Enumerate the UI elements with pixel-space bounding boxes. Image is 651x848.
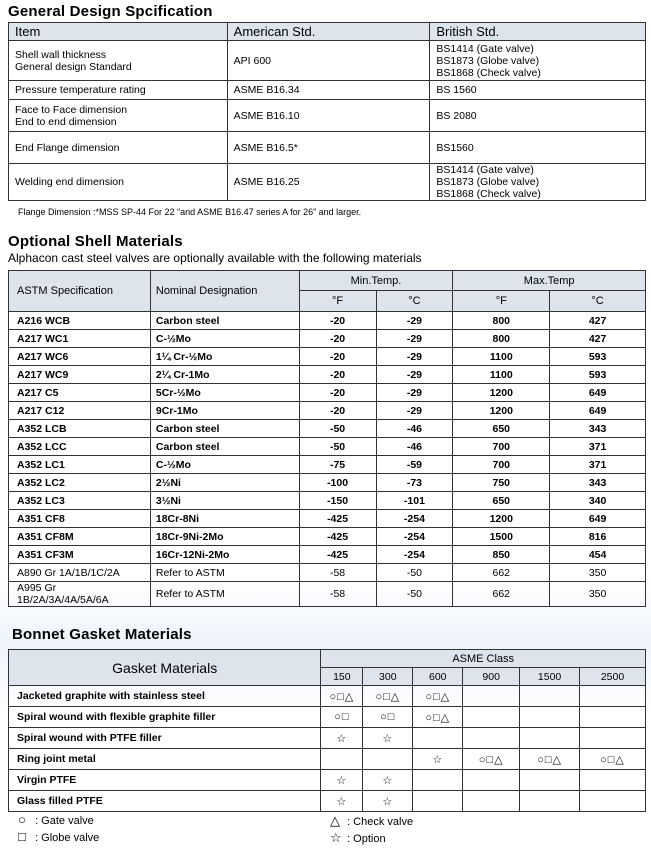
- astm-spec-cell: A352 LC3: [9, 492, 151, 510]
- min-c-cell: -50: [376, 582, 453, 607]
- designation-cell: 16Cr-12Ni-2Mo: [150, 546, 299, 564]
- gasket-symbol-cell: ○□: [321, 707, 363, 728]
- designation-cell: Carbon steel: [150, 438, 299, 456]
- british-cell: BS 1560: [430, 81, 646, 100]
- gasket-symbol-cell: ☆: [321, 791, 363, 812]
- american-cell: ASME B16.34: [227, 81, 430, 100]
- table-row: [9, 438, 646, 456]
- gasket-symbol-cell: [580, 728, 646, 749]
- min-f-cell: -50: [299, 438, 376, 456]
- shell-materials-table: [8, 270, 646, 607]
- astm-spec-cell: A351 CF8M: [9, 528, 151, 546]
- gasket-symbol-cell: [520, 686, 580, 707]
- max-c-cell: 649: [550, 402, 646, 420]
- shell-materials-title: Optional Shell Materials: [8, 233, 183, 250]
- shell-materials-subtitle: Alphacon cast steel valves are optionally available with the following materials: [8, 251, 422, 265]
- table-row: [9, 384, 646, 402]
- header-american: American Std.: [227, 23, 430, 41]
- astm-spec-cell: A351 CF8: [9, 510, 151, 528]
- designation-cell: 18Cr-8Ni: [150, 510, 299, 528]
- max-f-cell: 650: [453, 492, 550, 510]
- table-row: [9, 564, 646, 582]
- gasket-table: [8, 649, 646, 812]
- star-icon: ☆: [330, 830, 342, 845]
- min-c-cell: -29: [376, 402, 453, 420]
- min-c-cell: -50: [376, 564, 453, 582]
- gasket-symbol-cell: [580, 770, 646, 791]
- designation-cell: 2¼ Cr-1Mo: [150, 366, 299, 384]
- min-c-cell: -29: [376, 348, 453, 366]
- header-asme-class: ASME Class: [321, 650, 646, 668]
- gasket-symbol-cell: ○□△: [580, 749, 646, 770]
- table-row: [9, 330, 646, 348]
- min-f-cell: -20: [299, 348, 376, 366]
- designation-cell: Refer to ASTM: [150, 582, 299, 607]
- item-cell: End Flange dimension: [9, 132, 228, 164]
- max-c-cell: 371: [550, 438, 646, 456]
- min-f-cell: -425: [299, 510, 376, 528]
- max-c-cell: 343: [550, 420, 646, 438]
- british-cell: BS 2080: [430, 100, 646, 132]
- design-spec-header: [9, 23, 646, 41]
- gasket-symbol-cell: [463, 707, 520, 728]
- shell-header-row: [9, 271, 646, 291]
- designation-cell: 2½Ni: [150, 474, 299, 492]
- gasket-symbol-cell: [463, 728, 520, 749]
- american-cell: ASME B16.5*: [227, 132, 430, 164]
- designation-cell: Carbon steel: [150, 312, 299, 330]
- min-f-cell: -20: [299, 330, 376, 348]
- table-row: [9, 728, 646, 749]
- item-cell: Face to Face dimension End to end dimension: [9, 100, 228, 132]
- min-f-cell: -20: [299, 366, 376, 384]
- table-row: [9, 81, 646, 100]
- class-2500: 2500: [580, 668, 646, 686]
- min-c-cell: -29: [376, 366, 453, 384]
- max-c-cell: 371: [550, 456, 646, 474]
- gasket-name-cell: Glass filled PTFE: [9, 791, 321, 812]
- table-row: [9, 132, 646, 164]
- design-spec-title: General Design Spcification: [8, 3, 213, 20]
- table-row: [9, 402, 646, 420]
- min-c-cell: -29: [376, 384, 453, 402]
- gasket-symbol-cell: [520, 770, 580, 791]
- max-c-cell: 427: [550, 312, 646, 330]
- gasket-symbol-cell: ☆: [413, 749, 463, 770]
- min-c-cell: -46: [376, 420, 453, 438]
- table-row: [9, 348, 646, 366]
- gasket-symbol-cell: [321, 749, 363, 770]
- table-row: [9, 749, 646, 770]
- class-150: 150: [321, 668, 363, 686]
- astm-spec-cell: A352 LC1: [9, 456, 151, 474]
- header-min-temp: Min.Temp.: [299, 271, 453, 291]
- max-f-cell: 1200: [453, 402, 550, 420]
- american-cell: API 600: [227, 41, 430, 81]
- header-astm-spec: ASTM Specification: [9, 271, 151, 312]
- max-c-cell: 343: [550, 474, 646, 492]
- gasket-symbol-cell: ☆: [363, 791, 413, 812]
- gasket-symbol-cell: ☆: [321, 770, 363, 791]
- max-f-cell: 662: [453, 582, 550, 607]
- max-f-cell: 1500: [453, 528, 550, 546]
- gasket-title: Bonnet Gasket Materials: [12, 626, 192, 643]
- astm-spec-cell: A890 Gr 1A/1B/1C/2A: [9, 564, 151, 582]
- table-row: [9, 456, 646, 474]
- astm-spec-cell: A352 LCB: [9, 420, 151, 438]
- astm-spec-cell: A995 Gr 1B/2A/3A/4A/5A/6A: [9, 582, 151, 607]
- max-c-cell: 427: [550, 330, 646, 348]
- max-f-cell: 1100: [453, 348, 550, 366]
- min-f-cell: -20: [299, 384, 376, 402]
- max-f-cell: 650: [453, 420, 550, 438]
- max-f-cell: 700: [453, 438, 550, 456]
- designation-cell: 18Cr-9Ni-2Mo: [150, 528, 299, 546]
- min-c-cell: -29: [376, 312, 453, 330]
- item-cell: Pressure temperature rating: [9, 81, 228, 100]
- min-f-cell: -50: [299, 420, 376, 438]
- max-c-cell: 816: [550, 528, 646, 546]
- header-max-temp: Max.Temp: [453, 271, 646, 291]
- designation-cell: C-½Mo: [150, 330, 299, 348]
- max-c-cell: 350: [550, 582, 646, 607]
- table-row: [9, 164, 646, 201]
- gasket-symbol-cell: [363, 749, 413, 770]
- max-f-cell: 662: [453, 564, 550, 582]
- gasket-symbol-cell: [463, 791, 520, 812]
- table-row: [9, 791, 646, 812]
- circle-icon: ○: [18, 812, 26, 827]
- min-f-cell: -20: [299, 402, 376, 420]
- header-gasket-materials: Gasket Materials: [9, 650, 321, 686]
- class-600: 600: [413, 668, 463, 686]
- header-max-f: °F: [453, 291, 550, 312]
- gasket-symbol-cell: ○□△: [363, 686, 413, 707]
- min-f-cell: -100: [299, 474, 376, 492]
- gasket-symbol-cell: ○□△: [321, 686, 363, 707]
- table-row: [9, 474, 646, 492]
- max-f-cell: 1100: [453, 366, 550, 384]
- table-row: [9, 492, 646, 510]
- min-c-cell: -254: [376, 510, 453, 528]
- legend-check: △ : Check valve: [330, 813, 414, 828]
- gasket-symbol-cell: ○□△: [413, 686, 463, 707]
- max-c-cell: 593: [550, 348, 646, 366]
- table-row: [9, 510, 646, 528]
- astm-spec-cell: A352 LCC: [9, 438, 151, 456]
- astm-spec-cell: A217 C5: [9, 384, 151, 402]
- min-c-cell: -73: [376, 474, 453, 492]
- gasket-symbol-cell: [413, 770, 463, 791]
- class-1500: 1500: [520, 668, 580, 686]
- legend-gate: ○ : Gate valve: [18, 812, 94, 827]
- designation-cell: 9Cr-1Mo: [150, 402, 299, 420]
- gasket-symbol-cell: [463, 770, 520, 791]
- gasket-name-cell: Jacketed graphite with stainless steel: [9, 686, 321, 707]
- min-c-cell: -29: [376, 330, 453, 348]
- gasket-name-cell: Spiral wound with flexible graphite filler: [9, 707, 321, 728]
- gasket-symbol-cell: [580, 707, 646, 728]
- triangle-icon: △: [330, 813, 340, 828]
- header-nominal-designation: Nominal Designation: [150, 271, 299, 312]
- min-c-cell: -254: [376, 528, 453, 546]
- table-row: [9, 528, 646, 546]
- item-cell: Welding end dimension: [9, 164, 228, 201]
- gasket-name-cell: Virgin PTFE: [9, 770, 321, 791]
- min-f-cell: -58: [299, 564, 376, 582]
- gasket-symbol-cell: [413, 728, 463, 749]
- max-c-cell: 350: [550, 564, 646, 582]
- astm-spec-cell: A216 WCB: [9, 312, 151, 330]
- min-f-cell: -425: [299, 546, 376, 564]
- min-f-cell: -150: [299, 492, 376, 510]
- british-cell: BS1414 (Gate valve) BS1873 (Globe valve) BS1868 (Check valve): [430, 41, 646, 81]
- table-row: [9, 312, 646, 330]
- british-cell: BS1414 (Gate valve) BS1873 (Globe valve) BS1868 (Check valve): [430, 164, 646, 201]
- max-f-cell: 850: [453, 546, 550, 564]
- max-f-cell: 750: [453, 474, 550, 492]
- table-row: [9, 770, 646, 791]
- max-f-cell: 1200: [453, 510, 550, 528]
- min-c-cell: -59: [376, 456, 453, 474]
- american-cell: ASME B16.10: [227, 100, 430, 132]
- class-900: 900: [463, 668, 520, 686]
- table-row: [9, 707, 646, 728]
- gasket-symbol-cell: ☆: [363, 770, 413, 791]
- gasket-symbol-cell: [413, 791, 463, 812]
- table-row: [9, 100, 646, 132]
- legend-globe: □ : Globe valve: [18, 829, 100, 844]
- gasket-symbol-cell: [580, 791, 646, 812]
- min-f-cell: -20: [299, 312, 376, 330]
- flange-note: Flange Dimension :*MSS SP-44 For 22 “and ASME B16.47 series A for 26” and larger.: [18, 207, 362, 217]
- max-f-cell: 700: [453, 456, 550, 474]
- american-cell: ASME B16.25: [227, 164, 430, 201]
- gasket-symbol-cell: [520, 707, 580, 728]
- header-min-c: °C: [376, 291, 453, 312]
- gasket-symbol-cell: ○□: [363, 707, 413, 728]
- designation-cell: C-½Mo: [150, 456, 299, 474]
- max-c-cell: 340: [550, 492, 646, 510]
- min-c-cell: -101: [376, 492, 453, 510]
- max-c-cell: 649: [550, 384, 646, 402]
- designation-cell: Carbon steel: [150, 420, 299, 438]
- min-f-cell: -58: [299, 582, 376, 607]
- astm-spec-cell: A217 C12: [9, 402, 151, 420]
- gasket-symbol-cell: ○□△: [520, 749, 580, 770]
- astm-spec-cell: A352 LC2: [9, 474, 151, 492]
- gasket-symbol-cell: ☆: [321, 728, 363, 749]
- table-row: [9, 546, 646, 564]
- table-row: [9, 366, 646, 384]
- gasket-name-cell: Ring joint metal: [9, 749, 321, 770]
- class-300: 300: [363, 668, 413, 686]
- table-row: [9, 686, 646, 707]
- gasket-symbol-cell: ☆: [363, 728, 413, 749]
- header-max-c: °C: [550, 291, 646, 312]
- min-f-cell: -425: [299, 528, 376, 546]
- design-spec-table: [8, 22, 646, 201]
- gasket-symbol-cell: ○□△: [413, 707, 463, 728]
- table-row: [9, 582, 646, 607]
- british-cell: BS1560: [430, 132, 646, 164]
- astm-spec-cell: A351 CF3M: [9, 546, 151, 564]
- astm-spec-cell: A217 WC6: [9, 348, 151, 366]
- square-icon: □: [18, 829, 26, 844]
- min-f-cell: -75: [299, 456, 376, 474]
- min-c-cell: -46: [376, 438, 453, 456]
- max-c-cell: 454: [550, 546, 646, 564]
- gasket-symbol-cell: [463, 686, 520, 707]
- gasket-symbol-cell: [580, 686, 646, 707]
- header-min-f: °F: [299, 291, 376, 312]
- astm-spec-cell: A217 WC1: [9, 330, 151, 348]
- designation-cell: 3½Ni: [150, 492, 299, 510]
- max-c-cell: 649: [550, 510, 646, 528]
- header-british: British Std.: [430, 23, 646, 41]
- max-f-cell: 1200: [453, 384, 550, 402]
- legend-option: ☆ : Option: [330, 830, 386, 845]
- gasket-name-cell: Spiral wound with PTFE filler: [9, 728, 321, 749]
- min-c-cell: -254: [376, 546, 453, 564]
- table-row: [9, 41, 646, 81]
- gasket-header-row: [9, 650, 646, 668]
- astm-spec-cell: A217 WC9: [9, 366, 151, 384]
- gasket-symbol-cell: ○□△: [463, 749, 520, 770]
- max-c-cell: 593: [550, 366, 646, 384]
- gasket-symbol-cell: [520, 791, 580, 812]
- designation-cell: 1¼ Cr-½Mo: [150, 348, 299, 366]
- table-row: [9, 420, 646, 438]
- header-item: Item: [9, 23, 228, 41]
- designation-cell: 5Cr-½Mo: [150, 384, 299, 402]
- gasket-symbol-cell: [520, 728, 580, 749]
- max-f-cell: 800: [453, 312, 550, 330]
- item-cell: Shell wall thickness General design Standard: [9, 41, 228, 81]
- designation-cell: Refer to ASTM: [150, 564, 299, 582]
- max-f-cell: 800: [453, 330, 550, 348]
